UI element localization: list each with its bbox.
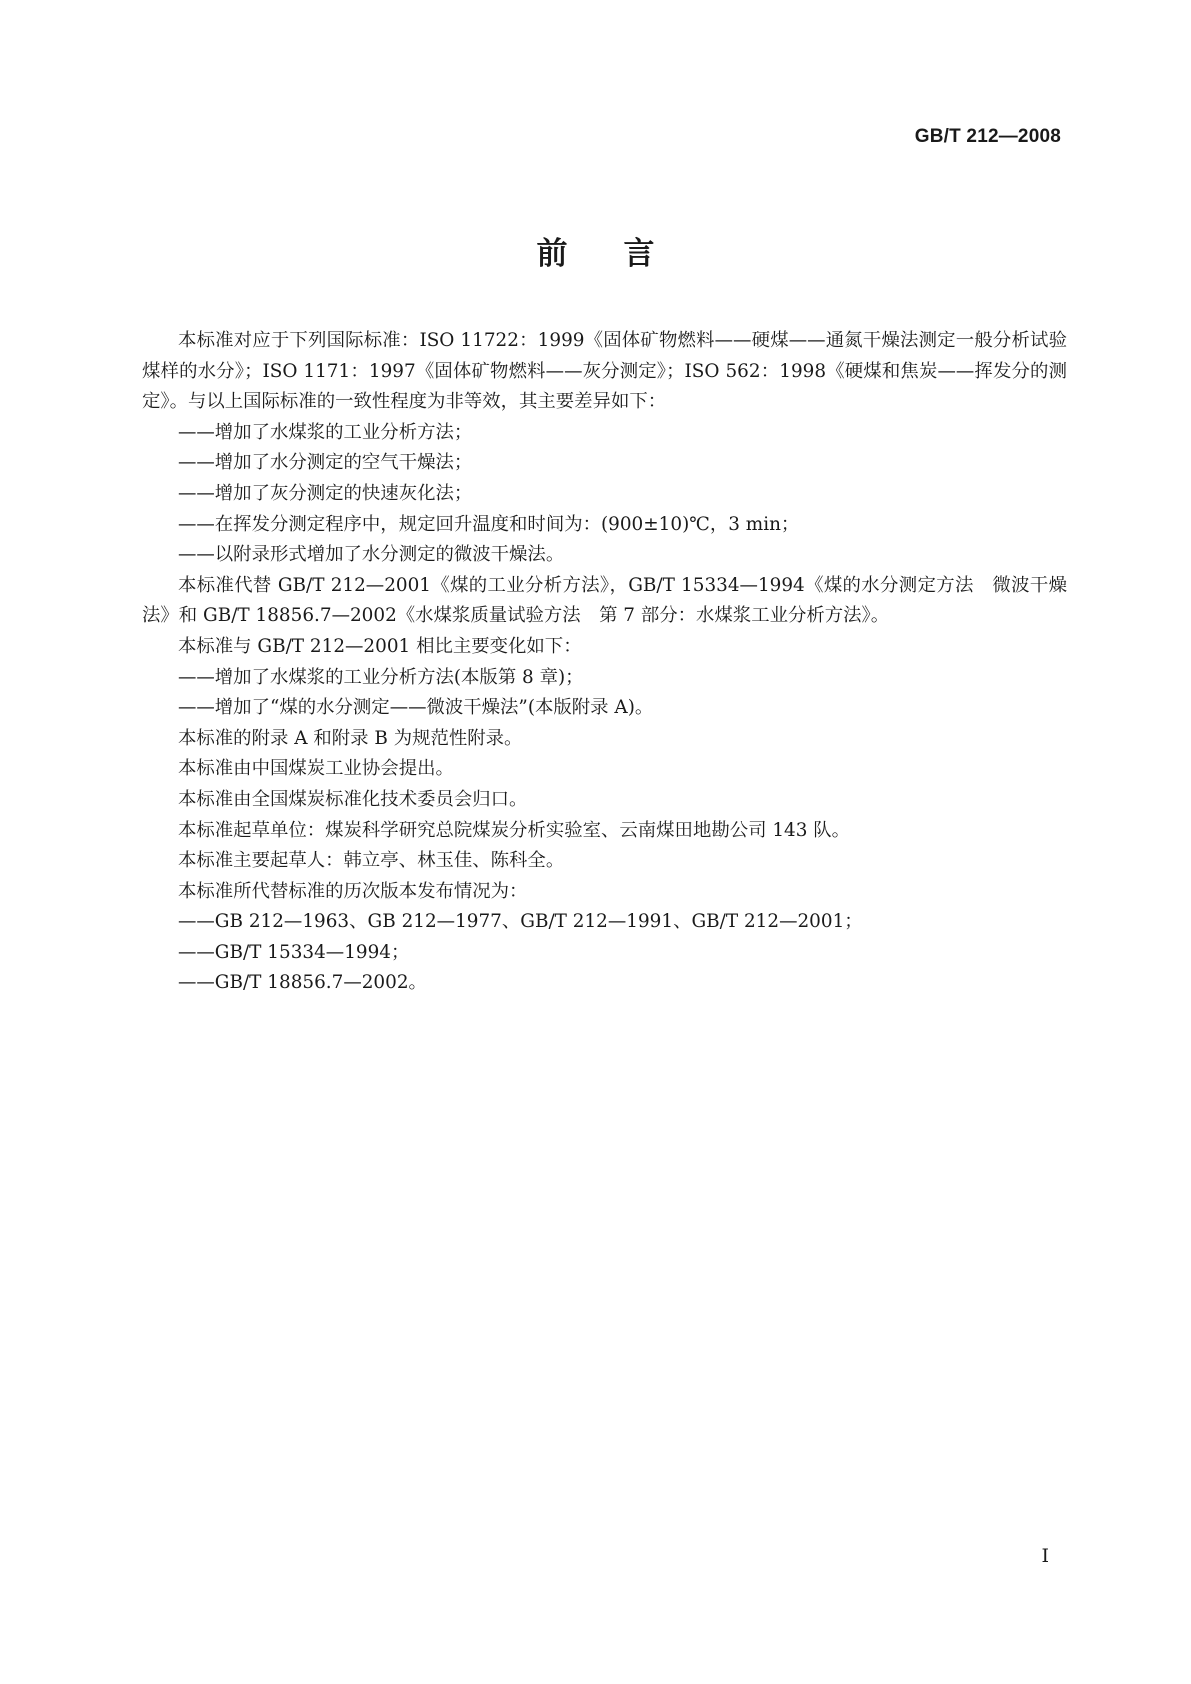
list-item: ——增加了水分测定的空气干燥法； xyxy=(178,452,473,474)
list-item: ——增加了水煤浆的工业分析方法(本版第 8 章)； xyxy=(178,666,584,688)
standard-code: GB/T 212—2008 xyxy=(914,126,1061,147)
list-item: ——在挥发分测定程序中，规定回升温度和时间为：(900±10)℃，3 min； xyxy=(178,513,800,535)
paragraph-history: 本标准所代替标准的历次版本发布情况为： xyxy=(178,880,528,902)
list-item: ——GB 212—1963、GB 212—1977、GB/T 212—1991、GB/T 212—2001； xyxy=(178,911,863,933)
page-number: I xyxy=(1041,1545,1049,1567)
list-item: ——增加了灰分测定的快速灰化法； xyxy=(178,482,473,504)
foreword-body xyxy=(142,326,1067,999)
page-title: 前言 xyxy=(536,236,711,272)
paragraph-replaces: 本标准代替 GB/T 212—2001《煤的工业分析方法》，GB/T 15334—1994《煤的水分测定方法 微波干燥法》和 GB/T 18856.7—2002《水煤浆质量试验方法 第 7 部分：水煤浆工业分析方法》。 xyxy=(142,574,1067,627)
list-item: ——GB/T 15334—1994； xyxy=(178,941,410,963)
paragraph-drafters: 本标准主要起草人：韩立亭、林玉佳、陈科全。 xyxy=(178,850,565,872)
paragraph-proposed-by: 本标准由中国煤炭工业协会提出。 xyxy=(178,758,454,780)
paragraph-drafting-units: 本标准起草单位：煤炭科学研究总院煤炭分析实验室、云南煤田地勘公司 143 队。 xyxy=(178,819,851,841)
list-item: ——增加了“煤的水分测定——微波干燥法”(本版附录 A)。 xyxy=(178,697,654,719)
paragraph-annexes: 本标准的附录 A 和附录 B 为规范性附录。 xyxy=(178,727,523,749)
paragraph-centralized-by: 本标准由全国煤炭标准化技术委员会归口。 xyxy=(178,788,528,810)
paragraph-changes: 本标准与 GB/T 212—2001 相比主要变化如下： xyxy=(178,635,582,657)
list-item: ——GB/T 18856.7—2002。 xyxy=(178,972,427,994)
list-item: ——增加了水煤浆的工业分析方法； xyxy=(178,421,473,443)
list-item: ——以附录形式增加了水分测定的微波干燥法。 xyxy=(178,544,565,566)
paragraph-international-standards: 本标准对应于下列国际标准：ISO 11722：1999《固体矿物燃料——硬煤——通氮干燥法测定一般分析试验煤样的水分》；ISO 1171：1997《固体矿物燃料——灰分测定》；ISO 562：1998《硬煤和焦炭——挥发分的测定》。与以上国际标准的一致性程度为非等效，其主要差异如下： xyxy=(142,330,1067,413)
